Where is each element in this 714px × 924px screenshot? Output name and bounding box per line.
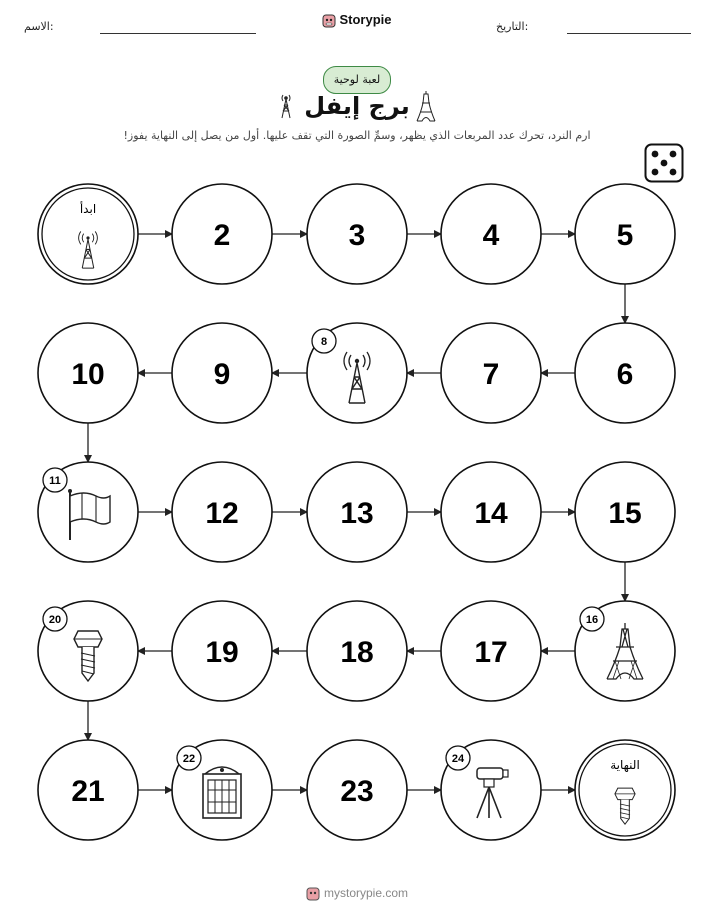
board-cell[interactable] [38,184,138,284]
cell-number: 9 [213,358,231,391]
board-cell[interactable] [172,323,272,423]
cell-number: 4 [482,219,500,252]
board-cell[interactable] [441,601,541,701]
cell-number: 6 [616,358,634,391]
name-label: الاسم: [24,20,54,33]
instructions: ارم النرد، تحرك عدد المربعات الذي يظهر، وسمِّ الصورة التي تقف عليها. أول من يصل إلى النهاية يفوز! [123,129,591,142]
page-title: برج إيفل [304,92,410,120]
storypie-logo-icon [306,886,320,902]
date-label: التاريخ: [496,20,529,33]
board-cell[interactable] [575,601,675,701]
game-tag: لعبة لوحية [323,66,391,94]
cell-number: 8 [320,336,328,348]
board-cell[interactable] [441,184,541,284]
cell-number: 7 [482,358,500,391]
footer-url[interactable]: mystorypie.com [323,886,409,901]
cell-number: 12 [205,497,239,530]
cell-circle[interactable] [38,184,138,284]
cell-number: 3 [348,219,366,252]
board-cell[interactable] [172,601,272,701]
board-cell[interactable] [575,462,675,562]
footer [0,886,714,902]
board-cell[interactable] [307,601,407,701]
cell-number: 16 [585,614,599,626]
cell-number: 2 [213,219,231,252]
cell-number: 18 [340,636,374,669]
cell-number: 21 [71,775,105,808]
cell-number: 5 [616,219,634,252]
board-cell[interactable] [441,462,541,562]
board-cell[interactable] [441,740,541,840]
board-cell[interactable] [172,184,272,284]
board-cell[interactable] [307,323,407,423]
cell-number: 22 [182,753,196,765]
cell-number: 13 [340,497,374,530]
cell-number: 15 [608,497,642,530]
board-cell[interactable] [307,184,407,284]
board-cell[interactable] [575,323,675,423]
board-cell[interactable] [441,323,541,423]
cell-number: 10 [71,358,105,391]
board-cell[interactable] [38,323,138,423]
cell-label: ابدأ [79,202,97,216]
board-cell[interactable] [307,740,407,840]
board-cell[interactable] [307,462,407,562]
board-cell[interactable] [172,740,272,840]
board-cell[interactable] [38,462,138,562]
board-cell[interactable] [38,601,138,701]
cell-number: 23 [340,775,374,808]
cell-number: 24 [451,753,465,765]
cell-label: النهاية [610,758,640,772]
board-cell[interactable] [575,184,675,284]
brand-name: Storypie [339,12,392,27]
board-cell[interactable] [38,740,138,840]
cell-number: 11 [49,475,61,487]
elevator-icon [203,767,241,818]
cell-number: 17 [474,636,508,669]
cell-number: 19 [205,636,239,669]
cell-number: 14 [474,497,508,530]
board-cell[interactable] [172,462,272,562]
cell-number: 20 [48,614,62,626]
board-cell[interactable] [575,740,675,840]
